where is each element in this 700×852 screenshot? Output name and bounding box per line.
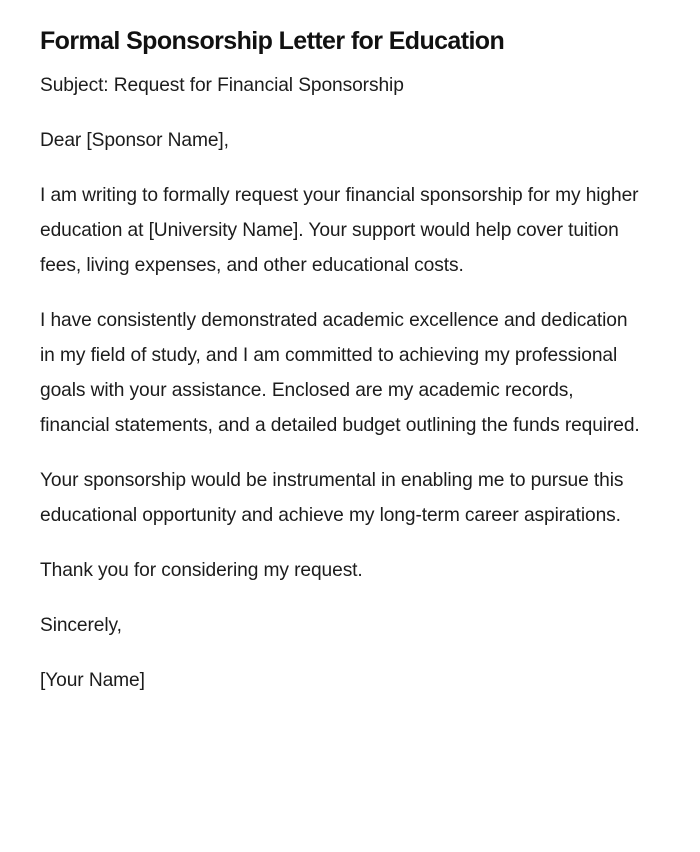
body-paragraph-impact: Your sponsorship would be instrumental in enabling me to pursue this educational opportunity and achieve my long-term career aspirations. bbox=[40, 470, 624, 526]
body-paragraph-request: I am writing to formally request your financial sponsorship for my higher education at [University Name]. Your support would help cover tuition fees, living expenses, and other educational costs. bbox=[40, 185, 639, 276]
closing: Sincerely, bbox=[40, 615, 122, 636]
letter-title: Formal Sponsorship Letter for Education bbox=[40, 27, 505, 55]
signature: [Your Name] bbox=[40, 670, 145, 691]
subject-line: Subject: Request for Financial Sponsorship bbox=[40, 75, 404, 96]
body-paragraph-qualifications: I have consistently demonstrated academic excellence and dedication in my field of study, and I am committed to achieving my professional goals with your assistance. Enclosed are my academic records, financial statements, and a detailed budget outlining the funds required. bbox=[40, 310, 640, 436]
salutation: Dear [Sponsor Name], bbox=[40, 130, 229, 151]
body-paragraph-thanks: Thank you for considering my request. bbox=[40, 560, 363, 581]
